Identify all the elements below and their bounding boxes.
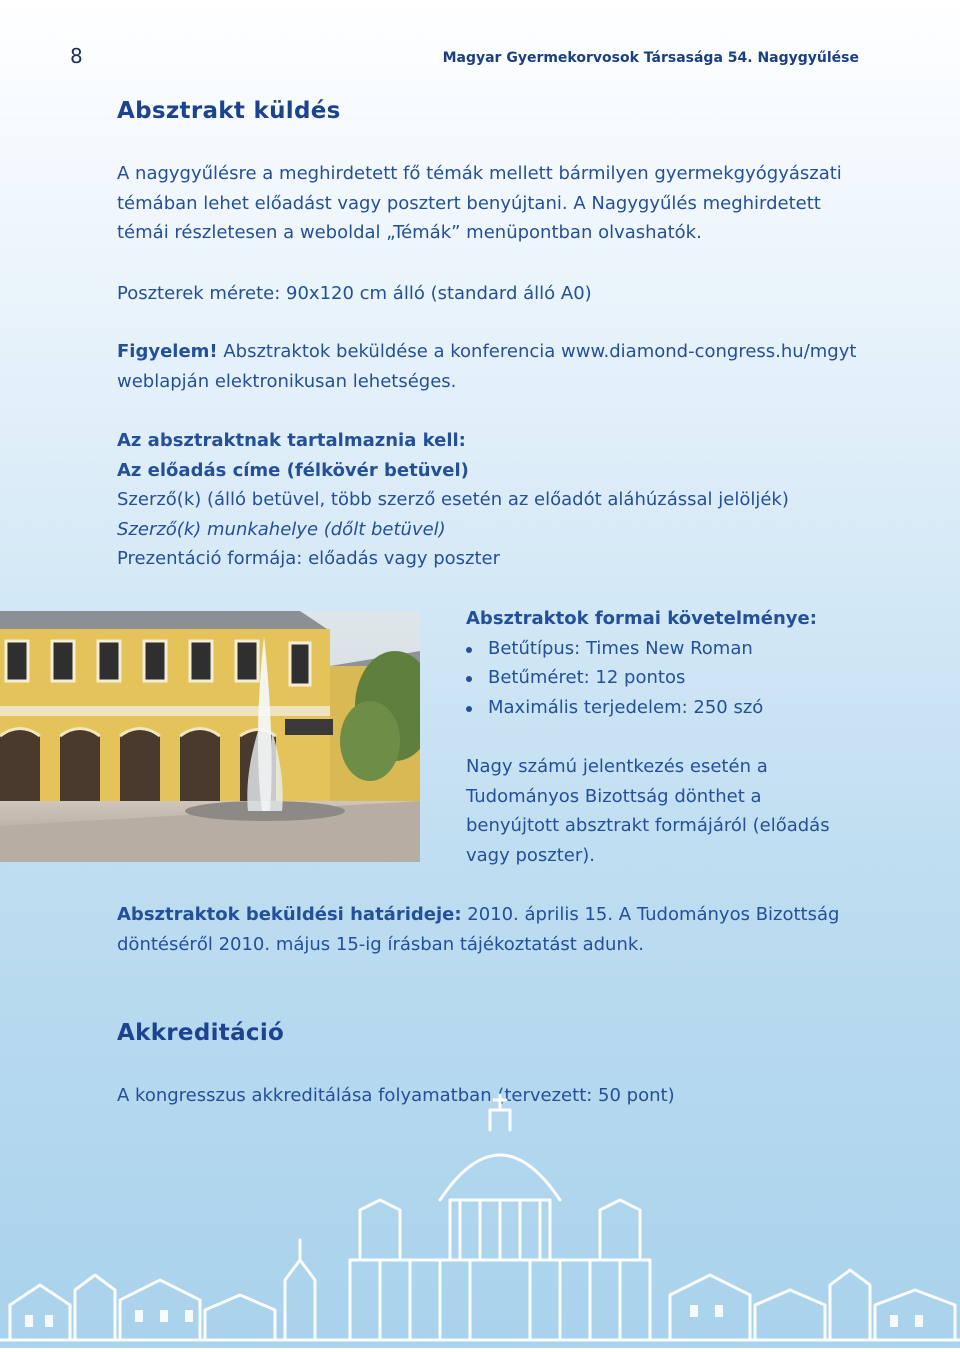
building-fountain-photo	[0, 611, 420, 862]
section-title-abstract: Absztrakt küldés	[117, 98, 341, 124]
deadline-paragraph	[117, 900, 897, 959]
page-number: 8	[70, 44, 83, 68]
bullet-icon	[466, 676, 472, 682]
note-line: vagy poszter).	[466, 844, 596, 866]
running-title: Magyar Gyermekorvosok Társasága 54. Nagygyűlése	[442, 50, 859, 66]
attention-line2: weblapján elektronikusan lehetséges.	[117, 370, 457, 392]
content-requirements	[117, 426, 897, 574]
format-requirements	[466, 604, 866, 870]
deadline-text: 2010. április 15. A Tudományos Bizottság	[461, 904, 840, 925]
bullet-icon	[466, 647, 472, 653]
list-item-text: Betűméret: 12 pontos	[488, 667, 686, 688]
intro-line: témában lehet előadást vagy posztert benyújtani. A Nagygyűlés meghirdetett	[117, 192, 821, 214]
attention-paragraph	[117, 337, 897, 396]
requirements-note	[466, 752, 866, 870]
content-item: Prezentáció formája: előadás vagy poszter	[117, 548, 501, 569]
list-item	[466, 693, 866, 723]
poster-size: Poszterek mérete: 90x120 cm álló (standard álló A0)	[117, 283, 592, 304]
bullet-icon	[466, 706, 472, 712]
deadline-label: Absztraktok beküldési határideje:	[117, 904, 462, 925]
deadline-line2: döntéséről 2010. május 15-ig írásban tájékoztatást adunk.	[117, 933, 644, 955]
list-item-text: Maximális terjedelem: 250 szó	[488, 696, 764, 718]
list-item-text: Betűtípus: Times New Roman	[488, 637, 753, 659]
attention-text: Absztraktok beküldése a konferencia www.diamond-congress.hu/mgyt	[217, 341, 857, 362]
list-item	[466, 663, 866, 693]
note-line: benyújtott absztrakt formájáról (előadás	[466, 815, 830, 836]
intro-paragraph	[117, 159, 877, 248]
note-line: Tudományos Bizottság dönthet a	[466, 785, 762, 807]
requirements-title: Absztraktok formai követelménye:	[466, 608, 817, 629]
intro-line: témái részletesen a weboldal „Témák” menüpontban olvashatók.	[117, 222, 702, 243]
list-item	[466, 634, 866, 664]
skyline-illustration	[0, 1090, 960, 1348]
attention-label: Figyelem!	[117, 341, 218, 362]
section-title-accreditation: Akkreditáció	[117, 1020, 285, 1046]
note-line: Nagy számú jelentkezés esetén a	[466, 756, 768, 777]
content-title: Az absztraktnak tartalmaznia kell:	[117, 430, 466, 451]
intro-line: A nagygyűlésre a meghirdetett fő témák mellett bármilyen gyermekgyógyászati	[117, 163, 842, 184]
accreditation-text: A kongresszus akkreditálása folyamatban (tervezett: 50 pont)	[117, 1085, 675, 1106]
content-item: Szerző(k) munkahelye (dőlt betüvel)	[117, 518, 446, 540]
requirements-list	[466, 634, 866, 723]
content-item: Az előadás címe (félkövér betüvel)	[117, 459, 469, 481]
content-item: Szerző(k) (álló betüvel, több szerző esetén az előadót aláhúzással jelöljék)	[117, 489, 789, 510]
